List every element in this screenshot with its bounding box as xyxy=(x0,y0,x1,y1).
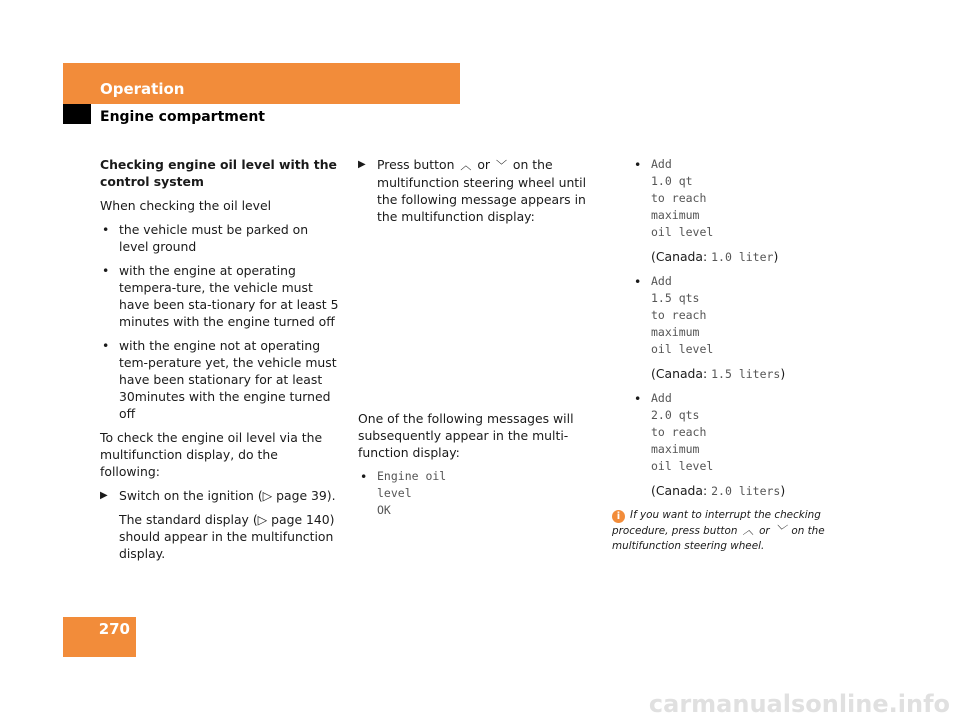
column-right xyxy=(632,156,852,507)
message-add-1-5qts xyxy=(632,273,852,358)
message-line: OK xyxy=(377,503,391,517)
message-line: Add xyxy=(651,391,672,405)
message-line: Engine oil xyxy=(377,469,447,483)
message-line: to reach xyxy=(651,191,707,205)
column-left xyxy=(100,156,340,569)
message-line: maximum xyxy=(651,208,700,222)
canada-value: 1.5 liters xyxy=(711,367,781,381)
display-image-area xyxy=(358,232,598,410)
note-text: If you want to interrupt the checking procedure, press button xyxy=(612,509,821,537)
message-line: oil level xyxy=(651,342,714,356)
watermark-text: carmanualsonline.info xyxy=(648,690,950,718)
bullet-dot-icon: • xyxy=(634,274,642,289)
message-line: 2.0 qts xyxy=(651,408,700,422)
message-line: Add xyxy=(651,274,672,288)
bullet-dot-icon: • xyxy=(634,391,642,406)
intro-text: When checking the oil level xyxy=(100,198,272,213)
step-text: on the multifunction steering wheel until the following message appears in the multifunction display: xyxy=(377,157,587,224)
canada-value: 2.0 liters xyxy=(711,484,781,498)
step-text: Switch on the ignition (▷ page 39). xyxy=(119,488,336,503)
message-line: Add xyxy=(651,157,672,171)
down-button-icon: ﹀ xyxy=(495,159,507,172)
bullet-dot-icon: • xyxy=(102,263,110,278)
canada-note: (Canada: 1.0 liter) xyxy=(651,249,779,264)
message-line: oil level xyxy=(651,459,714,473)
message-oil-ok xyxy=(358,468,598,519)
check-instructions: To check the engine oil level via the multifunction display, do the following: xyxy=(100,430,323,479)
column-middle xyxy=(358,156,598,526)
step-ignition xyxy=(100,487,340,504)
subsection-title: Engine compartment xyxy=(100,109,265,125)
section-title: Operation xyxy=(100,80,185,98)
heading-checking-oil: Checking engine oil level with the control system xyxy=(100,157,337,189)
message-line: maximum xyxy=(651,325,700,339)
list-item xyxy=(100,221,340,255)
message-line: 1.0 qt xyxy=(651,174,693,188)
step-text: Press button xyxy=(377,157,455,172)
up-button-icon: ︿ xyxy=(460,159,472,172)
bullet-dot-icon: • xyxy=(360,469,368,484)
canada-note: (Canada: 1.5 liters) xyxy=(651,366,786,381)
list-item-text: the vehicle must be parked on level ground xyxy=(119,222,309,254)
step-arrow-icon: ▶ xyxy=(100,490,108,501)
list-item xyxy=(100,337,340,422)
canada-label: Canada: xyxy=(655,366,708,381)
message-line: to reach xyxy=(651,425,707,439)
or-text: or xyxy=(759,525,770,537)
message-line: oil level xyxy=(651,225,714,239)
down-button-icon: ﹀ xyxy=(775,524,787,537)
or-text: or xyxy=(477,157,491,172)
info-note xyxy=(612,508,852,554)
step-press-button xyxy=(358,156,598,225)
canada-label: Canada: xyxy=(655,249,708,264)
page-number: 270 xyxy=(98,620,130,638)
message-line: 1.5 qts xyxy=(651,291,700,305)
following-messages-text: One of the following messages will subsequently appear in the multi-function display: xyxy=(358,411,574,460)
step-note: The standard display (▷ page 140) should appear in the multifunction display. xyxy=(119,512,335,561)
message-line: to reach xyxy=(651,308,707,322)
list-item-text: with the engine not at operating tem-perature yet, the vehicle must have been stationary for at least 30minutes with the engine turned off xyxy=(119,338,337,421)
list-item-text: with the engine at operating tempera-ture, the vehicle must have been sta-tionary for at least 5 minutes with the engine turned off xyxy=(119,263,339,329)
up-button-icon: ︿ xyxy=(742,524,754,537)
step-arrow-icon: ▶ xyxy=(358,159,366,170)
canada-value: 1.0 liter xyxy=(711,250,774,264)
info-icon: i xyxy=(612,510,625,523)
bullet-dot-icon: • xyxy=(102,222,110,237)
message-add-2qts xyxy=(632,390,852,475)
note-text: on the multifunction steering wheel. xyxy=(612,525,825,552)
bullet-dot-icon: • xyxy=(634,157,642,172)
message-line: maximum xyxy=(651,442,700,456)
canada-label: Canada: xyxy=(655,483,708,498)
message-line: level xyxy=(377,486,412,500)
bullet-dot-icon: • xyxy=(102,338,110,353)
section-tab-marker xyxy=(63,104,91,124)
list-item xyxy=(100,262,340,330)
message-add-1qt xyxy=(632,156,852,241)
canada-note: (Canada: 2.0 liters) xyxy=(651,483,786,498)
